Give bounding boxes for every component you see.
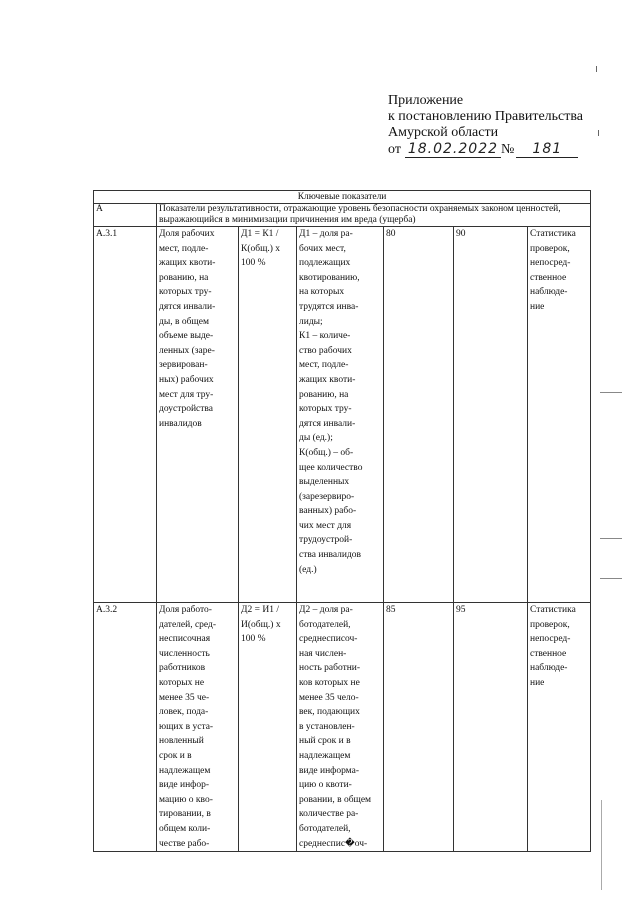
scan-edge-line — [601, 800, 602, 890]
row-code: А.3.2 — [94, 603, 157, 852]
table-title: Ключевые показатели — [94, 191, 591, 204]
table-row — [94, 227, 591, 603]
row-code: А.3.1 — [94, 227, 157, 603]
row-description: Д2 – доля ра- ботодателей, среднесписоч- ная числен- ность работни- ков которых не менее 35 чело- век, подающих в установлен- ный срок и в надлежащем виде информа- цию о квоти- ровании, в общем количестве ра- ботодателей, среднеспис�оч- — [297, 603, 384, 852]
document-header — [388, 93, 583, 158]
header-region: Амурской области — [388, 125, 499, 140]
table-row — [94, 603, 591, 852]
row-source: Статистика проверок, непосред- ственное наблюде- ние — [528, 603, 591, 852]
row-indicator-name: Доля работо- дателей, сред- несписочная численность работников которых не менее 35 че- ловек, пода- ющих в уста- новленный срок и в надлежащем виде инфор- мацию о кво- тировании, в общем коли- честве рабо- — [157, 603, 239, 852]
section-text: Показатели результативности, отражающие уровень безопасности охраняемых законом ценностей, выражающийся в минимизации причинения им вреда (ущерба) — [157, 204, 591, 227]
row-value-1: 80 — [384, 227, 454, 603]
row-formula: Д2 = И1 / И(общ.) х 100 % — [239, 603, 297, 852]
header-appendix: Приложение — [388, 93, 464, 108]
row-source: Статистика проверок, непосред- ственное наблюде- ние — [528, 227, 591, 603]
row-formula: Д1 = К1 / К(общ.) х 100 % — [239, 227, 297, 603]
row-value-2: 90 — [454, 227, 528, 603]
scan-speck — [598, 130, 599, 136]
number-prefix: № — [500, 142, 515, 157]
handwritten-date: 18.02.2022 — [405, 141, 501, 158]
scan-mark — [600, 392, 622, 393]
row-value-2: 95 — [454, 603, 528, 852]
row-value-1: 85 — [384, 603, 454, 852]
section-code: А — [94, 204, 157, 227]
key-indicators-table — [93, 190, 591, 852]
header-date-line — [388, 141, 583, 158]
date-prefix: от — [388, 142, 401, 157]
row-description: Д1 – доля ра- бочих мест, подлежащих квотированию, на которых трудятся инва- лиды; К1 – количе- ство рабочих мест, подле- жащих квоти- рованию, на которых тру- дятся инвали- ды (ед.); К(общ.) – об- щее количество выделенных (зарезервиро- ванных) рабо- чих мест для трудоустрой- ства инвалидов (ед.) — [297, 227, 384, 603]
handwritten-number: 181 — [516, 141, 578, 158]
scan-mark — [600, 538, 622, 539]
header-resolution: к постановлению Правительства — [388, 109, 584, 124]
scan-mark — [600, 578, 622, 579]
row-indicator-name: Доля рабочих мест, подле- жащих квоти- рованию, на которых тру- дятся инвали- ды, в общем объеме выде- ленных (заре- зервирован- ных) рабочих мест для тру- доустройства инвалидов — [157, 227, 239, 603]
scan-speck — [596, 66, 597, 72]
